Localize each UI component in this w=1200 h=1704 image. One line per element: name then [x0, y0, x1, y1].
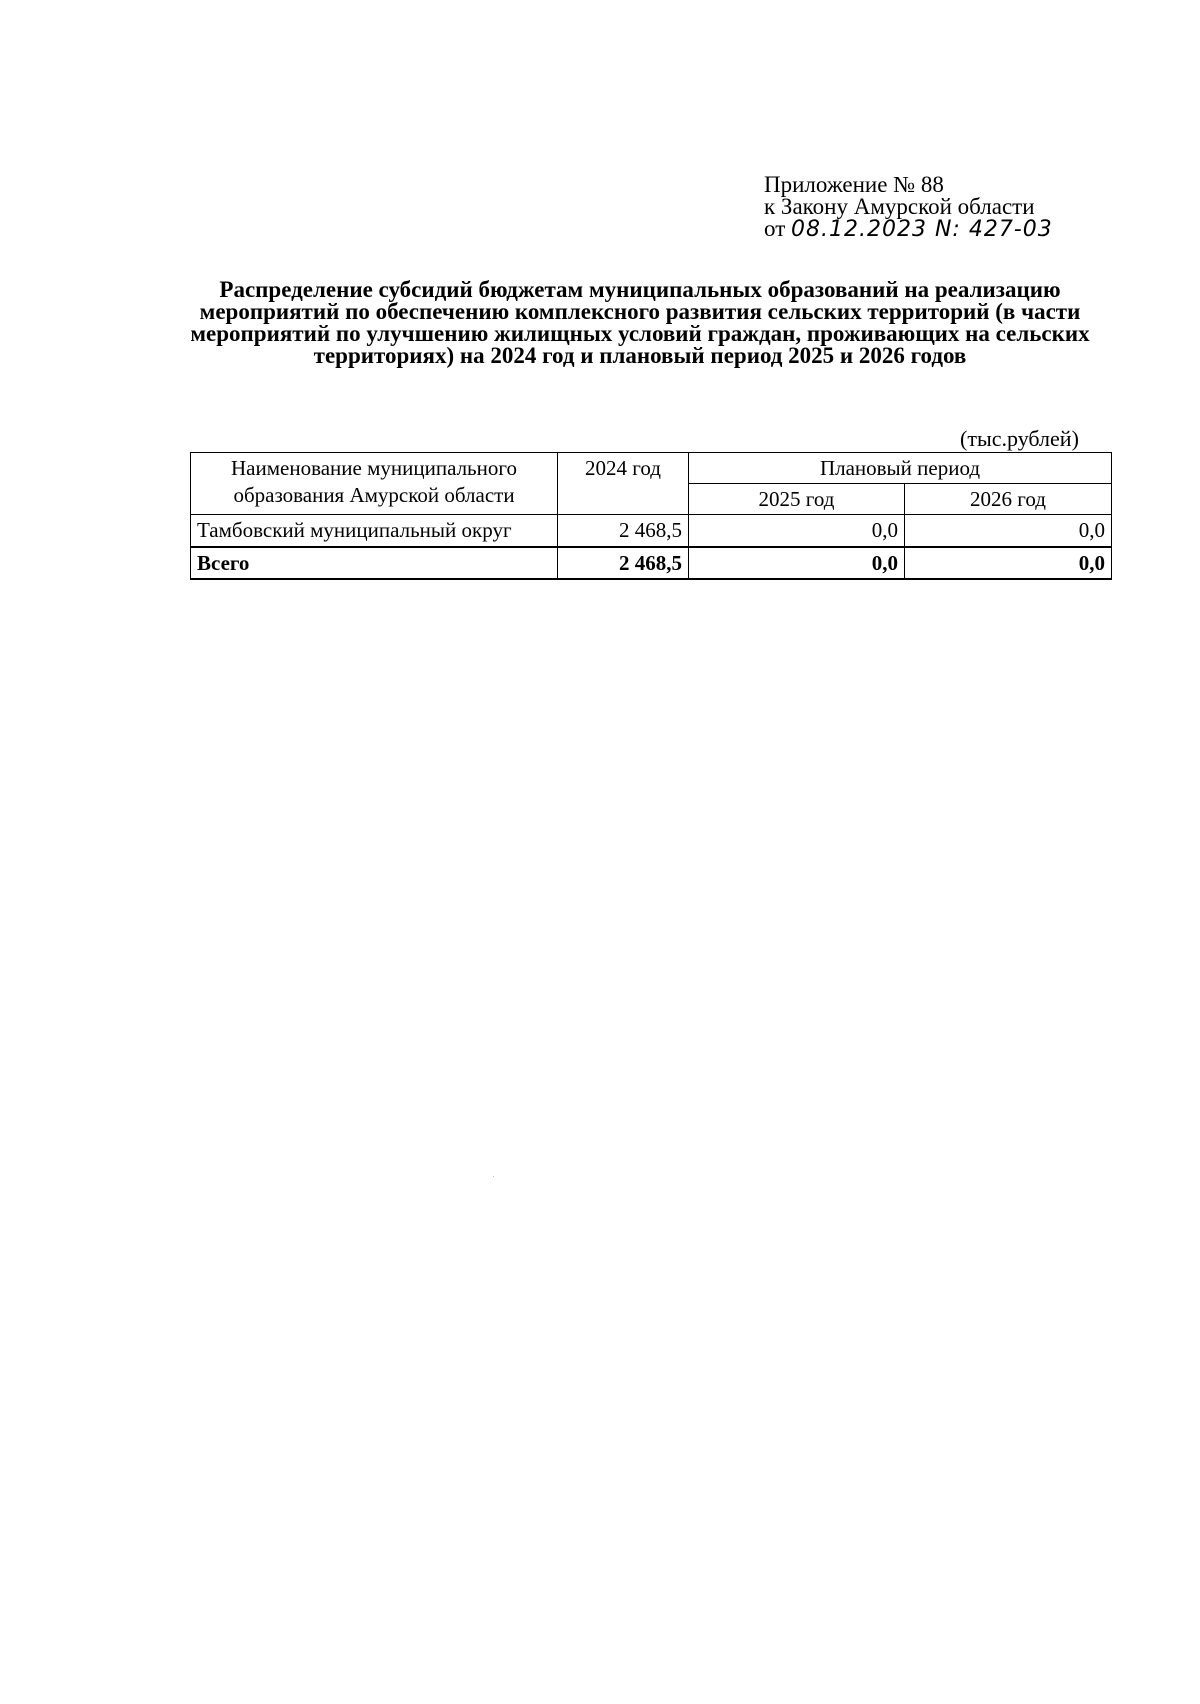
total-row [191, 547, 1112, 579]
subsidy-table [190, 452, 1112, 580]
annex-date-line [764, 218, 1053, 241]
document-title: Распределение субсидий бюджетам муниципальных образований на реализацию мероприятий по обеспечению комплексного развития сельских территорий (в части мероприятий по улучшению жилищных условий граждан, проживающих на сельских территориях) на 2024 год и плановый период 2025 и 2026 годов [190, 277, 1090, 368]
row-2026: 0,0 [905, 515, 1112, 548]
total-2026: 0,0 [905, 547, 1112, 579]
row-2025: 0,0 [689, 515, 905, 548]
table-row [191, 515, 1112, 548]
header-2026: 2026 год [905, 484, 1112, 515]
table-header-row [191, 453, 1112, 484]
units-label: (тыс.рублей) [960, 426, 1079, 451]
header-2025: 2025 год [689, 484, 905, 515]
handwritten-date-number: 08.12.2023 N: 427-03 [791, 217, 1053, 242]
annex-law: к Закону Амурской области [764, 194, 1035, 219]
header-2024: 2024 год [558, 453, 689, 515]
header-plan-period: Плановый период [689, 453, 1112, 484]
row-2024: 2 468,5 [558, 515, 689, 548]
scan-speck [493, 1176, 494, 1177]
header-name: Наименование муниципального образования Амурской области [191, 453, 558, 515]
row-name: Тамбовский муниципальный округ [191, 515, 558, 548]
annex-date-prefix: от [764, 216, 786, 241]
total-name: Всего [191, 547, 558, 579]
total-2025: 0,0 [689, 547, 905, 579]
annex-number: Приложение № 88 [764, 172, 944, 197]
annex-block [764, 174, 1053, 241]
total-2024: 2 468,5 [558, 547, 689, 579]
